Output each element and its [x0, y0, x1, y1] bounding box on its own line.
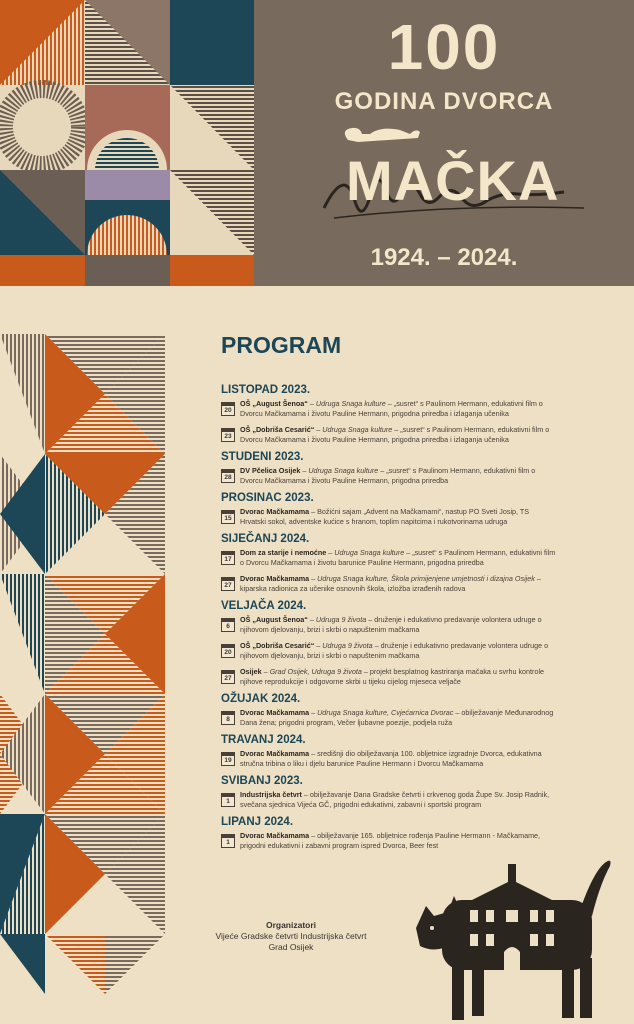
event-organizer: – Udruga Snaga kulture: [326, 548, 405, 557]
event-venue: DV Pčelica Osijek: [240, 466, 301, 475]
event-details: – obilježavanje Međunarodnog Dana žena; prigodni program, Večer ljubavne poezije, podjela ruža: [240, 708, 554, 727]
event-venue: Dvorac Mačkamama: [240, 708, 310, 717]
geometric-art-left: [0, 334, 170, 994]
event-day: 1: [226, 798, 230, 805]
event-details: – obilježavanje 165. obljetnice rođenja Pauline Hermann - Mačkamame, prigodni edukativni i zabavni program ispred Dvorca, Beer fest: [240, 831, 541, 850]
event-organizer: – Udruga 9 života: [307, 615, 367, 624]
event-description: [240, 708, 556, 728]
header-banner: [0, 0, 634, 286]
geometric-art-header: [0, 0, 254, 286]
event-day: 8: [226, 716, 230, 723]
month-heading: OŽUJAK 2024.: [221, 693, 301, 705]
event-day: 15: [224, 515, 232, 522]
event-day: 23: [224, 433, 232, 440]
event-details: – „susret“ s Paulinom Hermann, edukativni film o Dvorcu Mačkamama i životu Pauline Hermann, prigodna priredba i izlaganja učenika: [240, 399, 543, 418]
logo-wordmark: MAČKA: [346, 149, 560, 212]
calendar-icon: [221, 577, 235, 591]
event-venue: Industrijska četvrt: [240, 790, 302, 799]
event-description: [240, 667, 556, 687]
calendar-icon: [221, 469, 235, 483]
anniversary-years: 1924. – 2024.: [370, 244, 518, 271]
event-day: 27: [224, 675, 232, 682]
month-heading: STUDENI 2023.: [221, 451, 304, 463]
calendar-icon: [221, 551, 235, 565]
calendar-icon: [221, 428, 235, 442]
title-block: [254, 0, 634, 286]
calendar-icon: [221, 670, 235, 684]
event-description: [240, 399, 556, 419]
event-details: – projekt besplatnog kastriranja mačaka u svrhu kontrole njihove reprodukcije i odgovorne skrbi u tijeku cijelog mjeseca veljače: [240, 667, 545, 686]
event-venue: Dvorac Mačkamama: [240, 749, 310, 758]
program-event: [221, 574, 556, 594]
event-venue: OŠ „August Šenoa“: [240, 615, 308, 624]
anniversary-number: 100: [387, 11, 501, 83]
program-event: [221, 831, 556, 851]
event-organizer: – Udruga Snaga kulture, Škola primijenjene umjetnosti i dizajna Osijek: [309, 574, 535, 583]
calendar-icon: [221, 510, 235, 524]
event-description: [240, 574, 556, 594]
event-organizer: – Grad Osijek, Udruga 9 života: [261, 667, 362, 676]
event-details: – druženje i edukativno predavanje volontera udruge o njihovom djelovanju, brizi i skrbi o napuštenim mačkama: [240, 641, 549, 660]
event-description: [240, 615, 556, 635]
event-details: – „susret“ s Paulinom Hermann, edukativni film o Dvorcu Mačkamama i životu Pauline Hermann, prigodna priredba: [240, 466, 536, 485]
month-heading: VELJAČA 2024.: [221, 600, 307, 612]
event-details: – središnji dio obilježavanja 100. obljetnice izgradnje Dvorca, edukativna stručna tribina o liku i djelu barunice Pauline Hermann i Dvorcu Mačkamama: [240, 749, 542, 768]
program-event: [221, 507, 556, 527]
program-list: [221, 384, 556, 857]
anniversary-subtitle: GODINA DVORCA: [334, 88, 554, 115]
month-heading: LISTOPAD 2023.: [221, 384, 311, 396]
event-venue: Dom za starije i nemoćne: [240, 548, 327, 557]
program-event: [221, 667, 556, 687]
month-heading: SIJEČANJ 2024.: [221, 533, 310, 545]
calendar-icon: [221, 834, 235, 848]
event-description: [240, 831, 556, 851]
program-event: [221, 425, 556, 445]
event-organizer: – Udruga Snaga kulture: [307, 399, 386, 408]
event-organizer: – Udruga Snaga kulture: [300, 466, 379, 475]
event-day: 20: [224, 649, 232, 656]
event-organizer: – Udruga Snaga kulture: [314, 425, 393, 434]
event-venue: Dvorac Mačkamama: [240, 831, 310, 840]
program-event: [221, 399, 556, 419]
event-venue: OŠ „Dobriša Cesarić“: [240, 425, 315, 434]
organizers: [196, 920, 386, 953]
event-organizer: – Udruga 9 života: [314, 641, 373, 650]
event-venue: Dvorac Mačkamama: [240, 507, 310, 516]
event-details: – obilježavanje Dana Gradske četvrti i crkvenog goda Župe Sv. Josip Radnik, svečana sjednica Vijeća GČ, prigodni edukativni, zabavni i sportski program: [240, 790, 550, 809]
event-details: – „susret“ s Paulinom Hermann, edukativni film o Dvorcu Mačkamama i životu Pauline Hermann, prigodna priredba i izlaganja učenika: [240, 425, 550, 444]
cat-castle-silhouette: [412, 850, 612, 1024]
program-event: [221, 708, 556, 728]
event-details: – kiparska radionica za učenike osnovnih škola, izložba izrađenih radova: [240, 574, 541, 593]
program-event: [221, 641, 556, 661]
event-description: [240, 641, 556, 661]
event-day: 27: [224, 582, 232, 589]
calendar-icon: [221, 644, 235, 658]
organizer-line-1: Vijeće Gradske četvrti Industrijska četvrt: [215, 931, 367, 941]
calendar-icon: [221, 793, 235, 807]
event-day: 20: [224, 407, 232, 414]
month-heading: LIPANJ 2024.: [221, 816, 294, 828]
program-title: PROGRAM: [221, 332, 342, 358]
event-day: 6: [226, 623, 230, 630]
event-venue: Dvorac Mačkamama: [240, 574, 310, 583]
program-event: [221, 548, 556, 568]
event-description: [240, 548, 556, 568]
month-heading: PROSINAC 2023.: [221, 492, 314, 504]
event-venue: OŠ „Dobriša Cesarić“: [240, 641, 315, 650]
logo-script-text: Mama: [464, 216, 467, 217]
event-description: [240, 507, 556, 527]
calendar-icon: [221, 711, 235, 725]
organizers-title: Organizatori: [265, 920, 317, 930]
month-heading: TRAVANJ 2024.: [221, 734, 306, 746]
calendar-icon: [221, 752, 235, 766]
event-details: – „susret“ s Paulinom Hermann, edukativni film o Dvorcu Mačkamama i životu barunice Pauline Hermann, prigodna priredba: [240, 548, 556, 567]
event-description: [240, 790, 556, 810]
event-description: [240, 425, 556, 445]
program-event: [221, 749, 556, 769]
month-heading: SVIBANJ 2023.: [221, 775, 303, 787]
event-description: [240, 749, 556, 769]
event-day: 1: [226, 839, 230, 846]
calendar-icon: [221, 618, 235, 632]
event-details: – Božićni sajam „Advent na Mačkamami“, nastup PO Sveti Josip, TS Hrvatski sokol, adventske kućice s hranom, toplim napitcima i rukotvorinama udruga: [240, 507, 530, 526]
program-event: [221, 790, 556, 810]
program-event: [221, 615, 556, 635]
program-event: [221, 466, 556, 486]
organizer-line-2: Grad Osijek: [268, 942, 314, 952]
event-details: – druženje i edukativno predavanje volontera udruge o njihovom djelovanju, brizi i skrbi o napuštenim mačkama: [240, 615, 542, 634]
event-day: 19: [224, 757, 232, 764]
event-day: 28: [224, 474, 232, 481]
calendar-icon: [221, 402, 235, 416]
event-day: 17: [224, 556, 232, 563]
event-organizer: – Udruga Snaga kulture, Cvjećarnica Dvorac: [309, 708, 454, 717]
event-description: [240, 466, 556, 486]
event-venue: OŠ „August Šenoa“: [240, 399, 308, 408]
event-venue: Osijek: [240, 667, 262, 676]
